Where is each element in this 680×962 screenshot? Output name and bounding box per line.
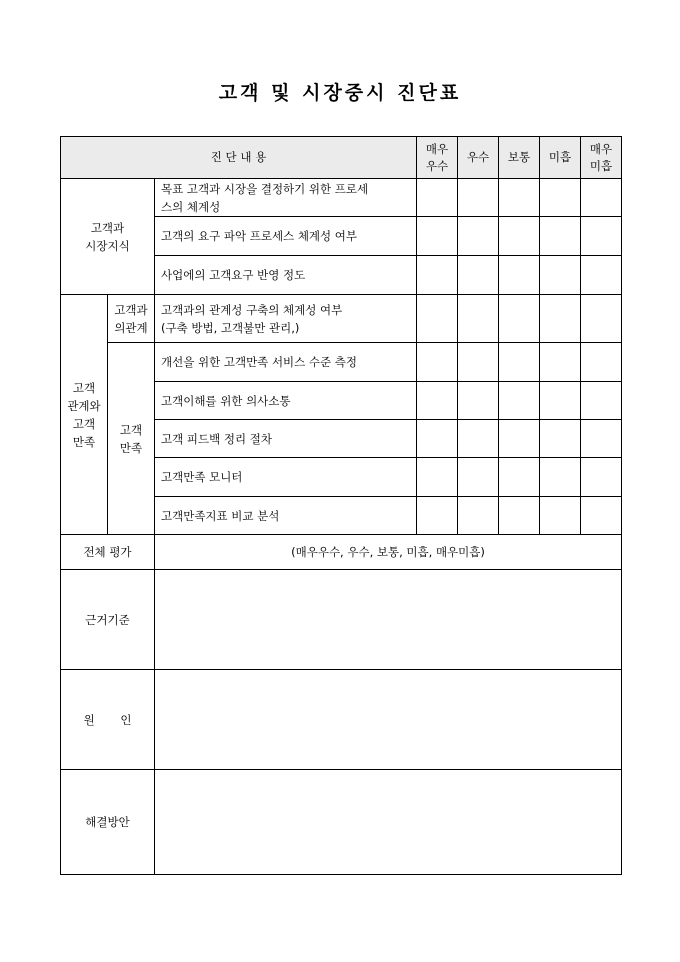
rating-cell[interactable] bbox=[581, 256, 622, 295]
rating-label-line1: 매우 bbox=[425, 141, 449, 156]
rating-cell[interactable] bbox=[458, 343, 499, 382]
solution-row bbox=[61, 770, 622, 875]
diagnosis-item bbox=[155, 256, 417, 295]
rating-cell[interactable] bbox=[417, 497, 458, 535]
rating-cell[interactable] bbox=[499, 458, 540, 497]
rating-cell[interactable] bbox=[499, 497, 540, 535]
table-row bbox=[61, 343, 622, 382]
diagnosis-item bbox=[155, 458, 417, 497]
item-text: 고객만족지표 비교 분석 bbox=[161, 508, 280, 523]
header-row bbox=[61, 137, 622, 179]
rating-cell[interactable] bbox=[458, 179, 499, 217]
rating-cell[interactable] bbox=[581, 343, 622, 382]
item-text: 고객만족 모니터 bbox=[161, 470, 243, 484]
rating-cell[interactable] bbox=[417, 256, 458, 295]
diagnosis-item bbox=[155, 217, 417, 256]
header-content-label: 진 단 내 용 bbox=[210, 150, 267, 164]
diagnosis-item bbox=[155, 179, 417, 217]
subsection-label-line2: 의관계 bbox=[114, 320, 148, 335]
section-label-customer-market-knowledge bbox=[61, 179, 155, 295]
rating-label: 미흡 bbox=[548, 150, 572, 164]
rating-cell[interactable] bbox=[458, 256, 499, 295]
basis-label-text: 근거기준 bbox=[85, 612, 130, 627]
rating-cell[interactable] bbox=[499, 179, 540, 217]
rating-cell[interactable] bbox=[417, 343, 458, 382]
basis-label bbox=[61, 570, 155, 670]
subsection-label-customer-relationship bbox=[108, 295, 155, 343]
rating-cell[interactable] bbox=[581, 295, 622, 343]
basis-field[interactable] bbox=[155, 570, 622, 670]
rating-cell[interactable] bbox=[499, 382, 540, 420]
rating-cell[interactable] bbox=[458, 497, 499, 535]
subsection-label-line1: 고객과 bbox=[114, 302, 148, 317]
rating-label-line2: 우수 bbox=[425, 158, 449, 173]
overall-label-text: 전체 평가 bbox=[83, 545, 132, 559]
cause-row bbox=[61, 670, 622, 770]
rating-cell[interactable] bbox=[499, 295, 540, 343]
rating-cell[interactable] bbox=[540, 458, 581, 497]
section-label-line2: 시장지식 bbox=[85, 238, 130, 253]
diagnosis-table bbox=[60, 136, 622, 875]
rating-scale-text: (매우우수, 우수, 보통, 미흡, 매우미흡) bbox=[291, 545, 485, 559]
rating-cell[interactable] bbox=[417, 458, 458, 497]
diagnosis-item bbox=[155, 343, 417, 382]
rating-label: 우수 bbox=[466, 150, 490, 164]
rating-cell[interactable] bbox=[540, 497, 581, 535]
header-rating-average bbox=[499, 137, 540, 179]
item-text-line2: 스의 체계성 bbox=[161, 199, 221, 214]
rating-label-line2: 미흡 bbox=[589, 158, 613, 173]
solution-field[interactable] bbox=[155, 770, 622, 875]
rating-cell[interactable] bbox=[540, 217, 581, 256]
rating-cell[interactable] bbox=[581, 382, 622, 420]
section-label-line: 고객 bbox=[72, 380, 96, 395]
diagnosis-item bbox=[155, 295, 417, 343]
item-text-line1: 목표 고객과 시장을 결정하기 위한 프로세 bbox=[161, 181, 369, 196]
overall-evaluation-row bbox=[61, 535, 622, 570]
rating-cell[interactable] bbox=[417, 295, 458, 343]
cause-label bbox=[61, 670, 155, 770]
rating-cell[interactable] bbox=[499, 256, 540, 295]
subsection-label-customer-satisfaction bbox=[108, 343, 155, 535]
rating-cell[interactable] bbox=[581, 179, 622, 217]
subsection-label-line1: 고객 bbox=[119, 422, 143, 437]
rating-cell[interactable] bbox=[540, 256, 581, 295]
rating-cell[interactable] bbox=[458, 420, 499, 458]
page-title: 고객 및 시장중시 진단표 bbox=[218, 82, 462, 104]
item-text: 고객의 요구 파악 프로세스 체계성 여부 bbox=[161, 229, 358, 243]
item-text: 개선을 위한 고객만족 서비스 수준 측정 bbox=[161, 355, 358, 369]
header-content-cell bbox=[61, 137, 417, 179]
item-text: 사업에의 고객요구 반영 정도 bbox=[161, 268, 306, 282]
rating-cell[interactable] bbox=[581, 217, 622, 256]
item-text: 고객이해를 위한 의사소통 bbox=[161, 393, 291, 408]
rating-cell[interactable] bbox=[581, 420, 622, 458]
item-text-line1: 고객과의 관계성 구축의 체계성 여부 bbox=[161, 302, 343, 317]
cause-label-text: 원 인 bbox=[83, 712, 132, 727]
overall-evaluation-field[interactable] bbox=[155, 535, 622, 570]
header-rating-poor bbox=[540, 137, 581, 179]
diagnosis-item bbox=[155, 420, 417, 458]
rating-cell[interactable] bbox=[540, 420, 581, 458]
section-label-line: 만족 bbox=[72, 434, 96, 449]
solution-label bbox=[61, 770, 155, 875]
header-rating-excellent bbox=[417, 137, 458, 179]
rating-cell[interactable] bbox=[499, 420, 540, 458]
item-text: 고객 피드백 정리 절차 bbox=[161, 431, 272, 446]
section-label-relationship-satisfaction bbox=[61, 295, 108, 535]
solution-label-text: 해결방안 bbox=[85, 815, 130, 829]
diagnosis-item bbox=[155, 382, 417, 420]
header-rating-good bbox=[458, 137, 499, 179]
item-text-line2: (구축 방법, 고객불만 관리,) bbox=[161, 320, 300, 335]
rating-cell[interactable] bbox=[458, 295, 499, 343]
basis-row bbox=[61, 570, 622, 670]
overall-evaluation-label bbox=[61, 535, 155, 570]
header-rating-very-poor bbox=[581, 137, 622, 179]
rating-cell[interactable] bbox=[458, 217, 499, 256]
table-row bbox=[61, 295, 622, 343]
rating-cell[interactable] bbox=[540, 295, 581, 343]
rating-cell[interactable] bbox=[458, 382, 499, 420]
rating-cell[interactable] bbox=[581, 458, 622, 497]
diagnosis-item bbox=[155, 497, 417, 535]
table-row bbox=[61, 179, 622, 217]
section-label-line1: 고객과 bbox=[90, 220, 125, 235]
rating-cell[interactable] bbox=[417, 382, 458, 420]
section-label-line: 고객 bbox=[72, 416, 96, 431]
rating-cell[interactable] bbox=[540, 343, 581, 382]
rating-cell[interactable] bbox=[458, 458, 499, 497]
rating-cell[interactable] bbox=[417, 217, 458, 256]
rating-cell[interactable] bbox=[417, 179, 458, 217]
rating-label-line1: 매우 bbox=[589, 141, 613, 156]
cause-field[interactable] bbox=[155, 670, 622, 770]
rating-cell[interactable] bbox=[581, 497, 622, 535]
rating-cell[interactable] bbox=[540, 382, 581, 420]
rating-label: 보통 bbox=[507, 150, 531, 164]
rating-cell[interactable] bbox=[417, 420, 458, 458]
rating-cell[interactable] bbox=[499, 217, 540, 256]
section-label-line: 관계와 bbox=[67, 398, 101, 413]
subsection-label-line2: 만족 bbox=[119, 440, 143, 455]
rating-cell[interactable] bbox=[499, 343, 540, 382]
rating-cell[interactable] bbox=[540, 179, 581, 217]
